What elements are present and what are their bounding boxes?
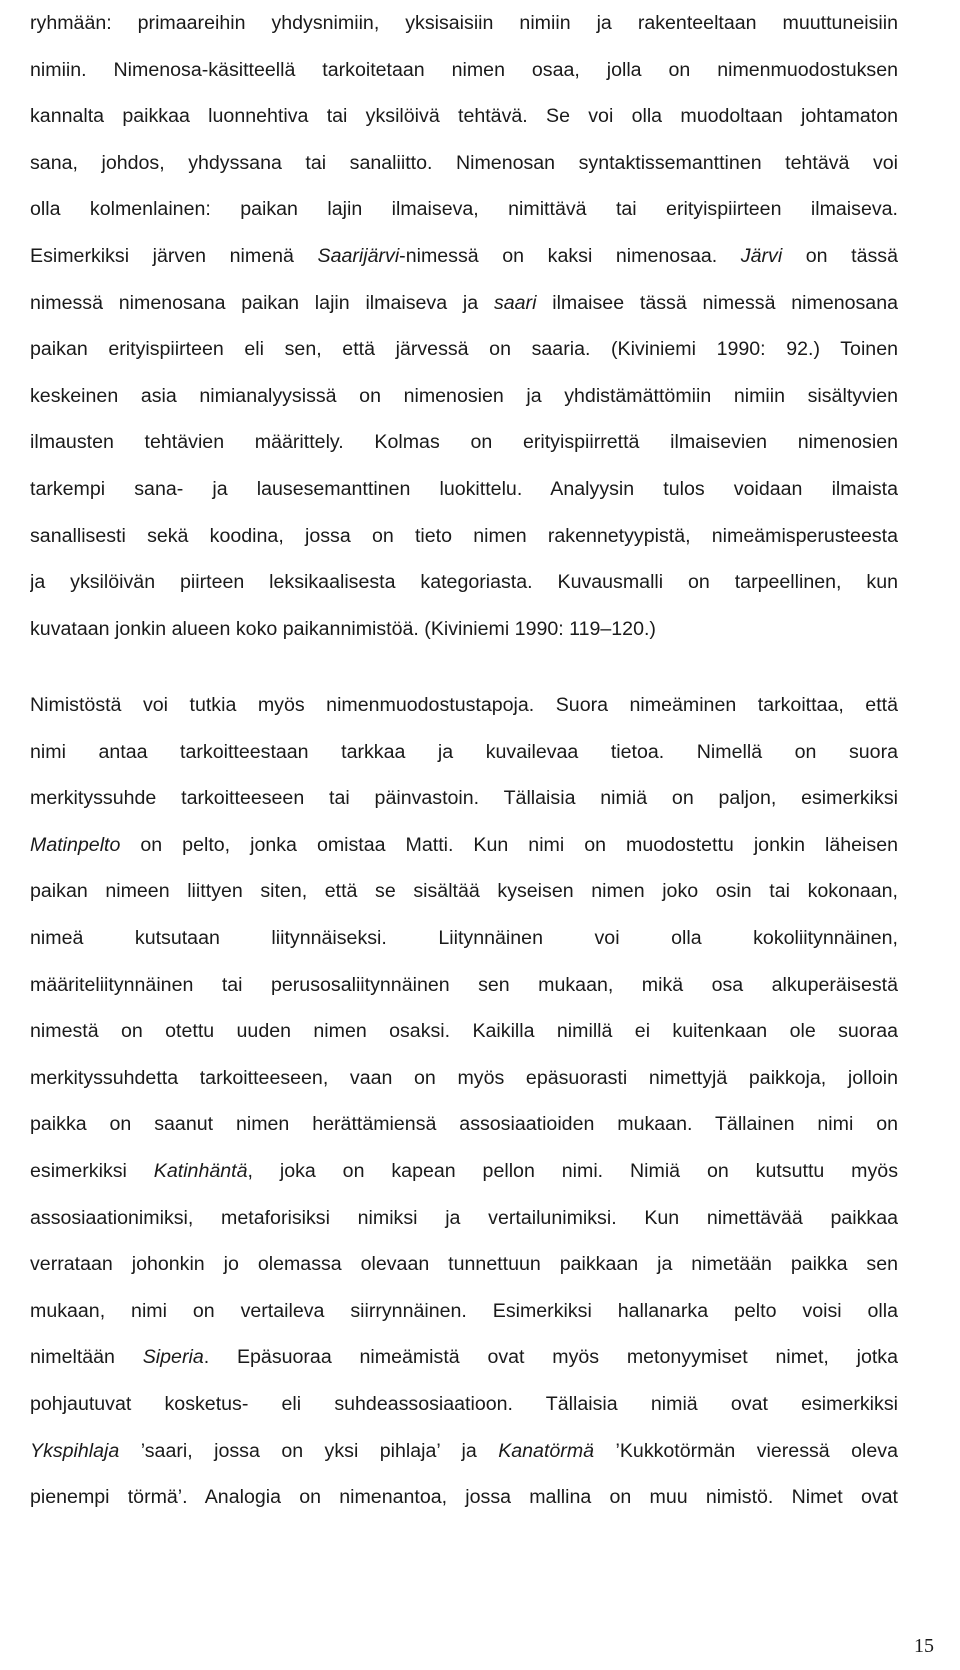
text-segment: paikka on saanut nimen herättämiensä assosiaatioiden mukaan. Tällainen nimi on — [30, 1113, 898, 1136]
text-segment: tarkempi sana- ja lausesemanttinen luokittelu. Analyysin tulos voidaan ilmaista — [30, 477, 898, 500]
text-segment: on pelto, jonka omistaa Matti. Kun nimi on muodostettu jonkin läheisen — [120, 833, 898, 856]
text-segment: . Epäsuoraa nimeämistä ovat myös metonyymiset nimet, jotka — [203, 1346, 898, 1369]
text-segment: paikan nimeen liittyen siten, että se sisältää kyseisen nimen joko osin tai kokonaan, — [30, 880, 898, 903]
text-line — [30, 1241, 898, 1288]
italic-place-name: Siperia — [142, 1346, 204, 1369]
text-segment: , joka on kapean pellon nimi. Nimiä on kutsuttu myös — [247, 1159, 898, 1182]
text-line — [30, 1195, 898, 1242]
text-line — [30, 233, 898, 280]
text-segment: nimessä nimenosana paikan lajin ilmaiseva ja — [30, 291, 494, 314]
italic-place-name: Ykspihlaja — [30, 1439, 120, 1462]
text-segment: Nimistöstä voi tutkia myös nimenmuodostustapoja. Suora nimeäminen tarkoittaa, että — [30, 694, 898, 716]
text-line — [30, 1428, 898, 1475]
text-line — [30, 280, 898, 327]
text-segment: keskeinen asia nimianalyysissä on nimenosien ja yhdistämättömiin nimiin sisältyvien — [30, 384, 898, 407]
text-line — [30, 1474, 898, 1521]
text-segment: esimerkiksi — [30, 1159, 154, 1182]
text-segment: nimeltään — [30, 1346, 143, 1369]
text-line — [30, 0, 898, 47]
text-line — [30, 1101, 898, 1148]
text-segment: määriteliitynnäinen tai perusosaliitynnäinen sen mukaan, mikä osa alkuperäisestä — [30, 973, 898, 996]
text-segment: ja yksilöivän piirteen leksikaalisesta kategoriasta. Kuvausmalli on tarpeellinen, kun — [30, 571, 898, 594]
text-line — [30, 682, 898, 729]
italic-place-name: Järvi — [740, 244, 783, 267]
text-segment: verrataan johonkin jo olemassa olevaan tunnettuun paikkaan ja nimetään paikka sen — [30, 1253, 898, 1276]
text-line — [30, 140, 898, 187]
text-line — [30, 729, 898, 776]
page-number: 15 — [914, 1635, 934, 1657]
text-line — [30, 186, 898, 233]
text-line — [30, 1288, 898, 1335]
text-line — [30, 93, 898, 140]
text-segment: nimeä kutsutaan liitynnäiseksi. Liitynnäinen voi olla kokoliitynnäinen, — [30, 926, 898, 949]
text-segment: assosiaationimiksi, metaforisiksi nimiksi ja vertailunimiksi. Kun nimettävää paikkaa — [30, 1206, 898, 1229]
text-line — [30, 559, 898, 606]
text-segment: ’saari, jossa on yksi pihlaja’ ja — [119, 1439, 499, 1462]
text-line — [30, 606, 898, 653]
text-segment: nimiin. Nimenosa-käsitteellä tarkoitetaan nimen osaa, jolla on nimenmuodostuksen — [30, 58, 898, 81]
paragraph-2 — [30, 682, 898, 1521]
text-segment: sanallisesti sekä koodina, jossa on tieto nimen rakennetyypistä, nimeämisperusteesta — [30, 524, 898, 547]
text-line — [30, 373, 898, 420]
text-segment: paikan erityispiirteen eli sen, että järvessä on saaria. (Kiviniemi 1990: 92.) Toinen — [30, 338, 898, 361]
text-segment: ilmaisee tässä nimessä nimenosana — [536, 291, 898, 314]
text-line — [30, 513, 898, 560]
text-line — [30, 915, 898, 962]
text-line — [30, 962, 898, 1009]
text-segment: merkityssuhde tarkoitteeseen tai päinvastoin. Tällaisia nimiä on paljon, esimerkiksi — [30, 787, 898, 810]
text-line — [30, 419, 898, 466]
text-segment: pohjautuvat kosketus- eli suhdeassosiaatioon. Tällaisia nimiä ovat esimerkiksi — [30, 1392, 898, 1415]
paragraph-1 — [30, 0, 898, 652]
italic-place-name: Kanatörmä — [498, 1439, 595, 1462]
text-segment: nimi antaa tarkoitteestaan tarkkaa ja kuvailevaa tietoa. Nimellä on suora — [30, 740, 898, 763]
text-segment: ’Kukkotörmän vieressä oleva — [594, 1439, 898, 1462]
text-segment: mukaan, nimi on vertaileva siirrynnäinen. Esimerkiksi hallanarka pelto voisi olla — [30, 1299, 898, 1322]
text-segment: ryhmään: primaareihin yhdysnimiin, yksisaisiin nimiin ja rakenteeltaan muuttuneisiin — [30, 12, 898, 34]
text-line — [30, 466, 898, 513]
text-segment: olla kolmenlainen: paikan lajin ilmaiseva, nimittävä tai erityispiirteen ilmaiseva. — [30, 198, 898, 221]
text-segment: merkityssuhdetta tarkoitteeseen, vaan on myös epäsuorasti nimettyjä paikkoja, jolloin — [30, 1066, 898, 1089]
italic-place-name: saari — [493, 291, 537, 314]
text-line — [30, 822, 898, 869]
text-segment: pienempi törmä’. Analogia on nimenantoa, jossa mallina on muu nimistö. Nimet ovat — [30, 1486, 898, 1509]
text-line — [30, 1148, 898, 1195]
italic-place-name: Saarijärvi — [317, 244, 400, 267]
text-line — [30, 1334, 898, 1381]
text-line — [30, 868, 898, 915]
text-segment: on tässä — [782, 244, 898, 267]
text-segment: kuvataan jonkin alueen koko paikannimistöä. (Kiviniemi 1990: 119–120.) — [30, 617, 656, 640]
text-segment: Esimerkiksi järven nimenä — [30, 244, 318, 267]
text-segment: -nimessä on kaksi nimenosaa. — [399, 244, 741, 267]
italic-place-name: Matinpelto — [30, 833, 121, 856]
text-line — [30, 47, 898, 94]
text-line — [30, 1055, 898, 1102]
text-segment: nimestä on otettu uuden nimen osaksi. Kaikilla nimillä ei kuitenkaan ole suoraa — [30, 1020, 898, 1043]
text-segment: kannalta paikkaa luonnehtiva tai yksilöivä tehtävä. Se voi olla muodoltaan johtamaton — [30, 105, 898, 128]
text-segment: sana, johdos, yhdyssana tai sanaliitto. Nimenosan syntaktissemanttinen tehtävä voi — [30, 151, 898, 174]
text-line — [30, 1008, 898, 1055]
italic-place-name: Katinhäntä — [153, 1159, 248, 1182]
text-line — [30, 326, 898, 373]
text-line — [30, 1381, 898, 1428]
text-segment: ilmausten tehtävien määrittely. Kolmas on erityispiirrettä ilmaisevien nimenosien — [30, 431, 898, 454]
text-line — [30, 775, 898, 822]
